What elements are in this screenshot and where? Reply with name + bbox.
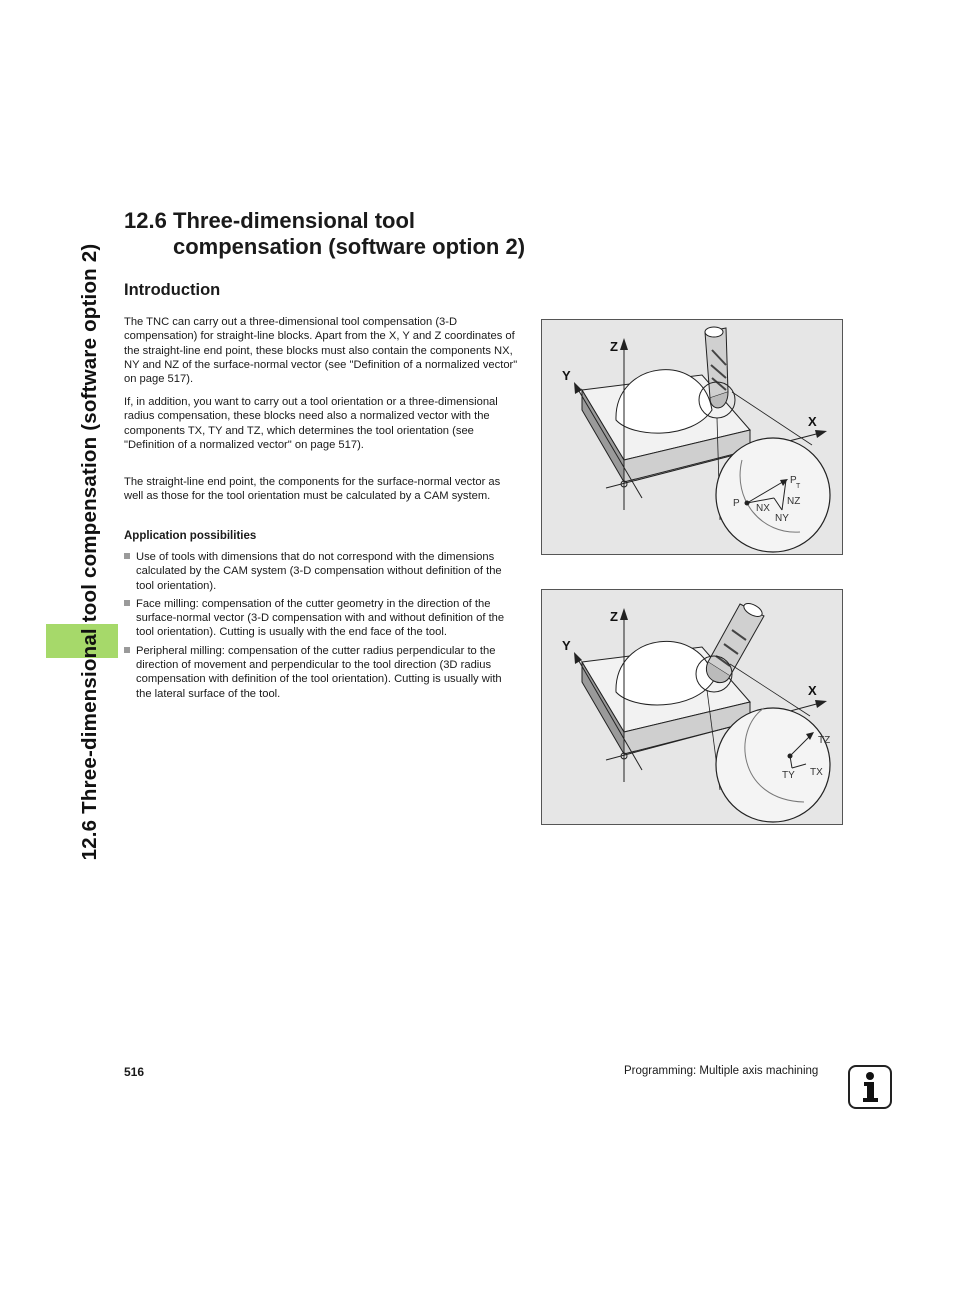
axis-label-z: Z <box>610 609 618 624</box>
label-p: P <box>733 498 740 509</box>
label-ny: NY <box>775 513 789 524</box>
bullet-square-icon <box>124 553 130 559</box>
subheading-introduction: Introduction <box>124 281 221 299</box>
label-pt: P <box>790 475 797 486</box>
list-item: Use of tools with dimensions that do not correspond with the dimensions calculated by the CAM system (3-D compensation without definition of the tool orientation). <box>124 550 520 593</box>
section-title-line1: Three-dimensional tool <box>173 208 416 233</box>
label-pt-subscript: T <box>796 483 801 490</box>
axis-label-y: Y <box>562 368 571 383</box>
figure-1-illustration <box>542 320 844 556</box>
side-chapter-title-text: 12.6 Three-dimensional tool compensation (software option 2) <box>78 243 101 861</box>
info-icon <box>848 1065 892 1109</box>
figure-3d-compensation-normal-vector <box>541 319 843 555</box>
applications-heading: Application possibilities <box>124 530 257 542</box>
applications-list <box>124 550 520 705</box>
axis-label-x: X <box>808 683 817 698</box>
axis-label-z: Z <box>610 339 618 354</box>
axis-label-x: X <box>808 414 817 429</box>
label-nx: NX <box>756 503 770 514</box>
figure-3d-compensation-tool-orientation <box>541 589 843 825</box>
label-nz: NZ <box>787 496 801 507</box>
label-ty: TY <box>782 770 795 781</box>
list-item: Peripheral milling: compensation of the cutter radius perpendicular to the direction of movement and perpendicular to the tool direction (3D radius compensation with definition of the tool orientation). Cutting is usually with the lateral surface of the tool. <box>124 644 520 701</box>
paragraph-2: If, in addition, you want to carry out a tool orientation or a three-dimensional radius compensation, these blocks need also a normalized vector with the components TX, TY and TZ, which determines the tool orientation (see "Definition of a normalized vector" on page 517). <box>124 396 498 451</box>
list-item: Face milling: compensation of the cutter geometry in the direction of the surface-normal vector (3-D compensation with and without definition of the tool orientation). Cutting is usually with the end face of the tool. <box>124 597 520 640</box>
figure-2-illustration <box>542 590 844 826</box>
bullet-square-icon <box>124 600 130 606</box>
section-title-line2: compensation (software option 2) <box>173 234 526 259</box>
axis-label-y: Y <box>562 638 571 653</box>
label-tx: TX <box>810 767 823 778</box>
page-number: 516 <box>124 1065 145 1079</box>
label-tz: TZ <box>818 735 831 746</box>
info-glyph-icon <box>850 1067 890 1107</box>
footer-chapter-title: Programming: Multiple axis machining <box>624 1065 819 1077</box>
section-number: 12.6 <box>124 208 167 233</box>
paragraph-3: The straight-line end point, the components for the surface-normal vector as well as those for the tool orientation must be calculated by a CAM system. <box>124 476 501 503</box>
paragraph-1: The TNC can carry out a three-dimensional tool compensation (3-D compensation) for straight-line blocks. Apart from the X, Y and Z coordinates of the straight-line end point, these blocks must also contain the components NX, NY and NZ of the surface-normal vector (see "Definition of a normalized vector" on page 517). <box>124 316 518 386</box>
bullet-square-icon <box>124 647 130 653</box>
